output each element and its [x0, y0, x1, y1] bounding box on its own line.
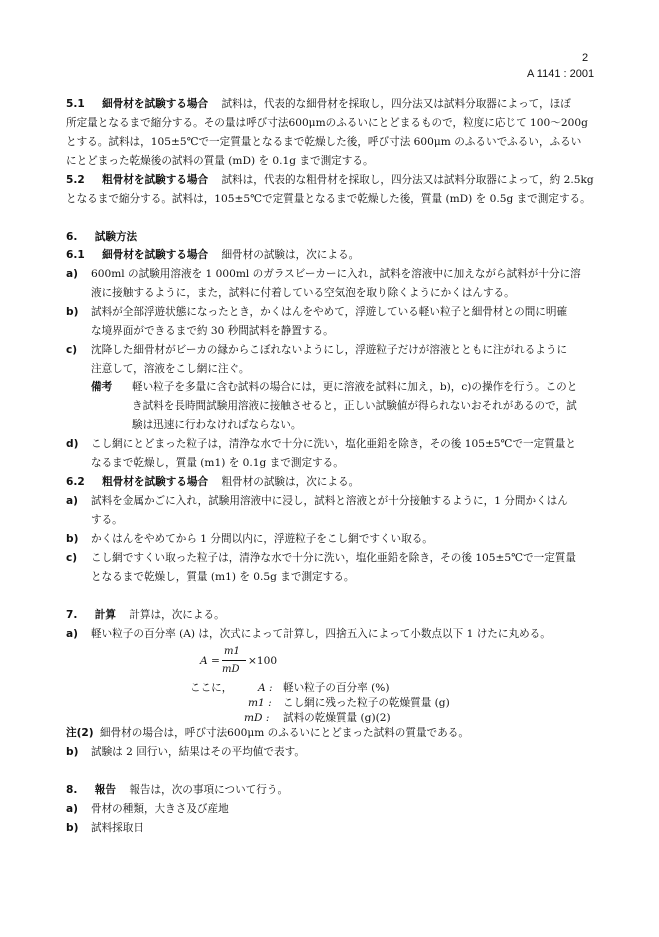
note-line-3: 験は迅速に行わなければならない。	[132, 419, 302, 431]
section-text: 細骨材の試験は，次による。	[221, 249, 360, 261]
var-symbol: A :	[258, 682, 273, 694]
section-number: 5.2	[66, 174, 85, 186]
section-number: 7.	[66, 609, 78, 621]
section-5-1-line-4: にとどまった乾燥後の試料の質量 (mD) を 0.1g まで測定する。	[66, 155, 374, 167]
item-label-d: d)	[66, 438, 79, 450]
item-label-a: a)	[66, 495, 78, 507]
footnote-label: 注(2)	[66, 727, 94, 739]
section-5-2-line-1	[66, 175, 594, 186]
item-label-c: c)	[66, 344, 78, 356]
section-text: 試料は，代表的な細骨材を採取し，四分法又は試料分取器によって，ほぼ	[221, 98, 571, 110]
section-title: 計算	[94, 609, 116, 621]
section-title: 試験方法	[94, 231, 138, 243]
item-6-1-c-line-1: 沈降した細骨材がビーカの縁からこぼれないようにし，浮遊粒子だけが溶液とともに注がれるように	[91, 344, 568, 356]
item-6-2-c-line-1: こし網ですくい取った粒子は，清浄な水で十分に洗い，塩化亜鉛を除き，その後 105±5℃で一定質量	[91, 552, 576, 564]
standard-id: A 1141 : 2001	[527, 68, 595, 80]
section-number: 6.	[66, 231, 78, 243]
where-label: ここに，	[190, 682, 233, 694]
section-number: 6.2	[66, 476, 85, 488]
section-5-1-line-1	[66, 99, 571, 110]
section-number: 6.1	[66, 249, 85, 261]
var-symbol: m1 :	[248, 697, 272, 709]
formula-denominator: mD	[222, 664, 240, 675]
section-5-1-line-2: 所定量となるまで縮分する。その量は呼び寸法600μmのふるいにとどまるもので，粒度に応じて 100～200g	[66, 117, 588, 129]
fraction-bar	[222, 660, 246, 661]
section-5-1-line-3: とする。試料は，105±5℃で一定質量となるまで乾燥した後，呼び寸法 600μm のふるいでふるい，ふるい	[66, 136, 582, 148]
note-line-2: き試料を長時間試験用溶液に接触させると，正しい試験値が得られないおそれがあるので，試	[132, 400, 577, 412]
item-8-b: 試料採取日	[91, 822, 144, 834]
item-label-b: b)	[66, 533, 79, 545]
section-text: 計算は，次による。	[129, 609, 225, 621]
section-7-heading	[66, 610, 225, 621]
section-title: 細骨材を試験する場合	[102, 249, 209, 261]
item-label-b: b)	[66, 822, 79, 834]
formula-lhs: A =	[200, 655, 220, 667]
item-6-2-c-line-2: となるまで乾燥し，質量 (m1) を 0.5g まで測定する。	[91, 571, 355, 583]
note-line-1: 軽い粒子を多量に含む試料の場合には，更に溶液を試料に加え，b)，c)の操作を行う。このと	[132, 381, 578, 393]
var-description: 試料の乾燥質量 (g)(2)	[283, 712, 391, 724]
item-6-1-d-line-2: なるまで乾燥し，質量 (m1) を 0.1g まで測定する。	[91, 457, 344, 469]
section-6-1-heading	[66, 250, 359, 261]
var-symbol: mD :	[244, 712, 270, 724]
item-6-1-b-line-2: な境界面ができるまで約 30 秒間試料を静置する。	[91, 325, 334, 337]
section-text: 報告は，次の事項について行う。	[129, 784, 289, 796]
section-number: 8.	[66, 784, 78, 796]
note-label: 備考	[91, 381, 113, 393]
item-6-1-c-line-2: 注意して，溶液をこし網に注ぐ。	[91, 363, 250, 375]
item-label-b: b)	[66, 306, 79, 318]
section-number: 5.1	[66, 98, 85, 110]
item-6-1-d-line-1: こし網にとどまった粒子は，清浄な水で十分に洗い，塩化亜鉛を除き，その後 105±5℃で一定質量と	[91, 438, 576, 450]
item-7-b-line-1: 試験は 2 回行い，結果はその平均値で表す。	[91, 746, 305, 758]
item-6-2-a-line-1: 試料を金属かごに入れ，試験用溶液中に浸し，試料と溶液とが十分接触するように，1 分間かくはん	[91, 495, 568, 507]
item-label-a: a)	[66, 268, 78, 280]
var-description: こし網に残った粒子の乾燥質量 (g)	[283, 697, 450, 709]
section-8-heading	[66, 785, 288, 796]
section-text: 粗骨材の試験は，次による。	[221, 476, 360, 488]
section-6-2-heading	[66, 477, 359, 488]
item-7-a-line-1: 軽い粒子の百分率 (A) は，次式によって計算し，四捨五入によって小数点以下 1 けたに丸める。	[91, 628, 551, 640]
item-6-1-a-line-2: 液に接触するように，また，試料に付着している空気泡を取り除くようにかくはんする。	[91, 287, 515, 299]
item-label-a: a)	[66, 803, 78, 815]
item-6-1-b-line-1: 試料が全部浮遊状態になったとき，かくはんをやめて，浮遊している軽い粒子と細骨材との間に明確	[91, 306, 568, 318]
section-title: 細骨材を試験する場合	[102, 98, 209, 110]
item-8-a: 骨材の種類，大きさ及び産地	[91, 803, 229, 815]
section-5-2-line-2: となるまで縮分する。試料は，105±5℃で定質量となるまで乾燥した後，質量 (mD) を 0.5g まで測定する。	[66, 193, 591, 205]
item-6-1-a-line-1: 600ml の試験用溶液を 1 000ml のガラスビーカーに入れ，試料を溶液中に加えながら試料が十分に溶	[91, 268, 581, 280]
section-title: 粗骨材を試験する場合	[102, 476, 209, 488]
section-text: 試料は，代表的な粗骨材を採取し，四分法又は試料分取器によって，約 2.5kg	[221, 174, 594, 186]
var-description: 軽い粒子の百分率 (%)	[283, 682, 390, 694]
section-6-heading	[66, 232, 137, 243]
formula-multiplier: ×100	[248, 655, 278, 667]
item-label-b: b)	[66, 746, 79, 758]
item-6-2-a-line-2: する。	[91, 514, 123, 526]
item-label-c: c)	[66, 552, 78, 564]
footnote-text: 細骨材の場合は，呼び寸法600μm のふるいにとどまった試料の質量である。	[100, 727, 469, 739]
section-title: 報告	[94, 784, 116, 796]
item-label-a: a)	[66, 628, 78, 640]
page-number: 2	[582, 52, 589, 64]
formula-numerator: m1	[224, 646, 240, 657]
section-title: 粗骨材を試験する場合	[102, 174, 209, 186]
item-6-2-b-line-1: かくはんをやめてから 1 分間以内に，浮遊粒子をこし網ですくい取る。	[91, 533, 433, 545]
